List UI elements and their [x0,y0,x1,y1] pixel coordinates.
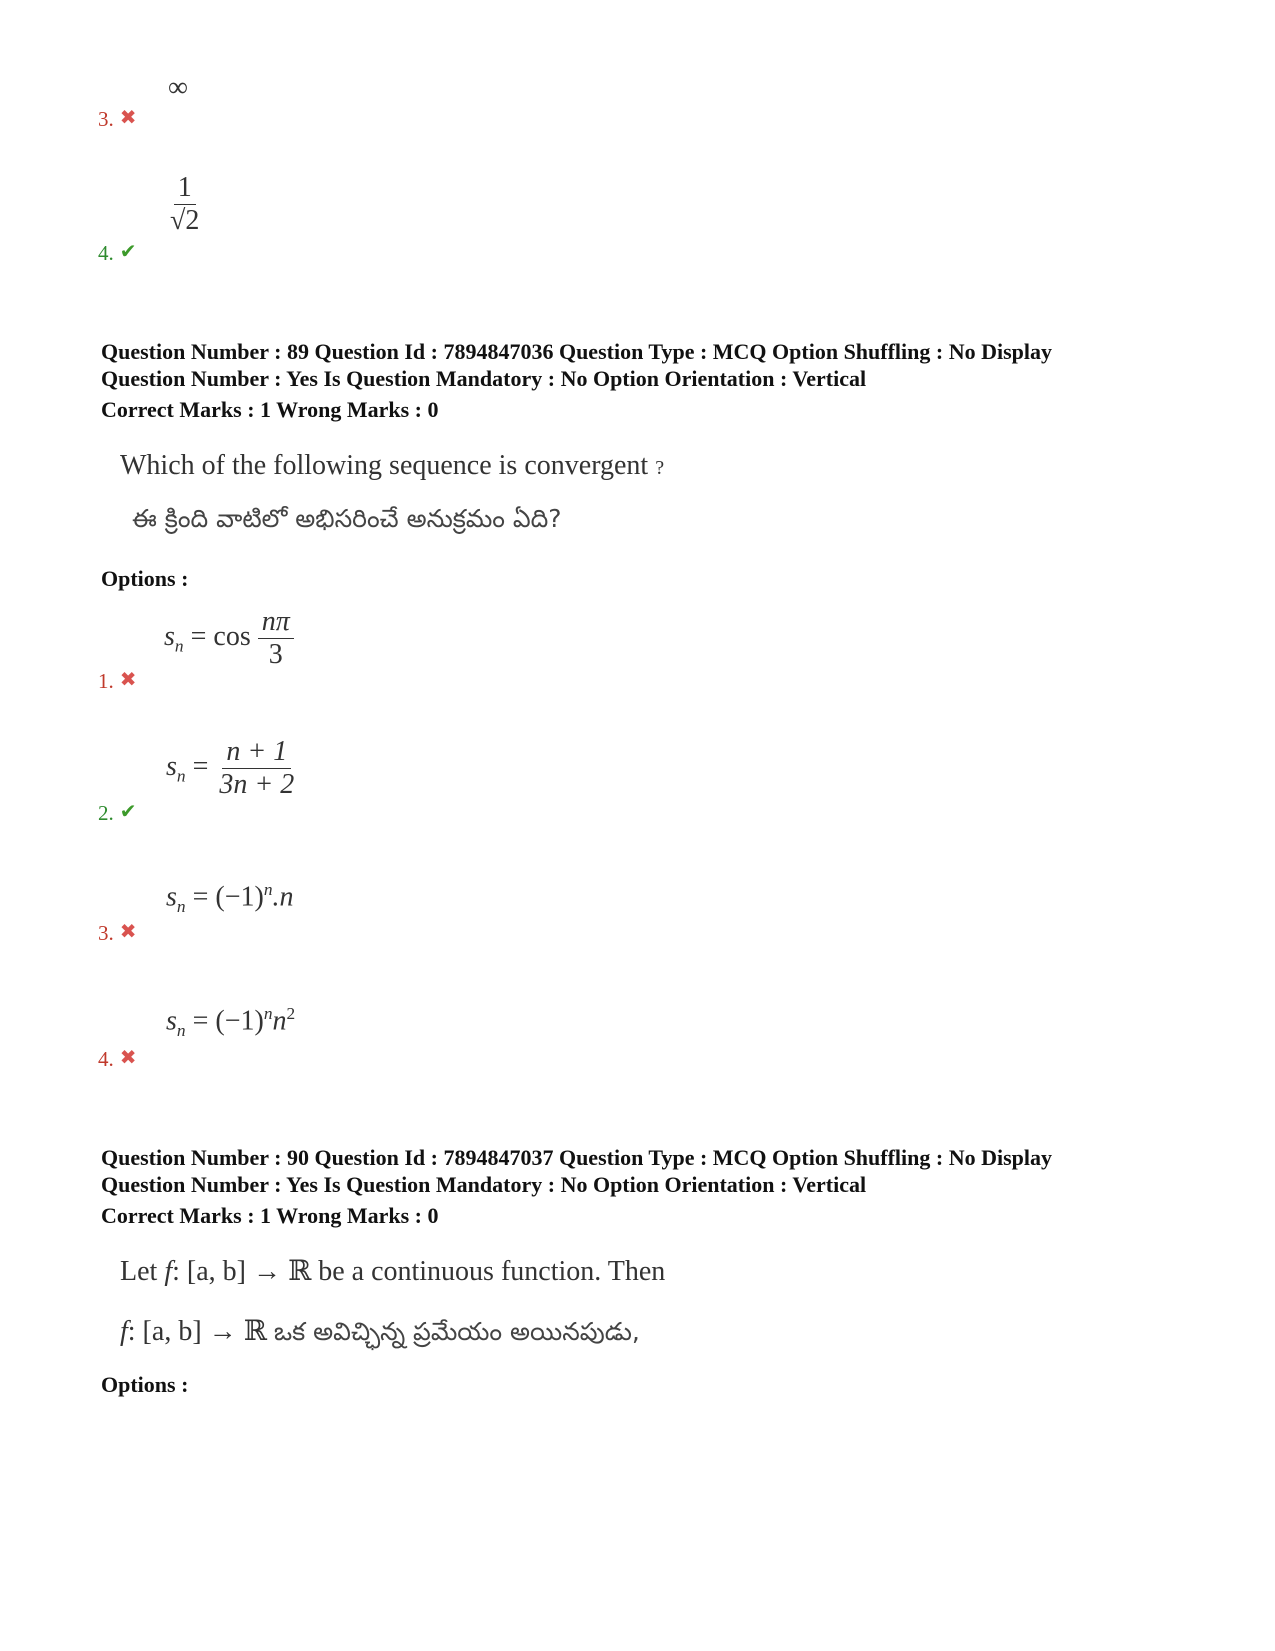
q89-option-1-math: $s_n = \cos$ $\frac{n\pi}{3}$ [164,606,294,671]
q89-option-2-math: $s_n$ = $\frac{n + 1}{3n + 2}$ [166,736,295,801]
option-3-math: ∞ [168,72,188,103]
q89-meta-line1: Question Number : 89 Question Id : 7894847036 Question Type : MCQ Option Shuffling : No Display [101,339,1053,364]
q89-meta-line2: Question Number : Yes Is Question Mandatory : No Option Orientation : Vertical [101,366,867,391]
q89-option-2-number: 2. ✔ [98,801,137,825]
q89-option-3-math: $s_n = (-1)^n.n$ [166,880,294,916]
q89-question-en: Which of the following sequence is convergent ? [120,450,665,481]
q90-meta-line2: Question Number : Yes Is Question Mandatory : No Option Orientation : Vertical [101,1172,867,1197]
q90-meta [101,1144,1211,1198]
cross-icon: ✖ [119,669,137,691]
q89-option-4-number: 4. ✖ [98,1047,137,1071]
q89-question-te: ఈ క్రింది వాటిలో అభిసరించే అనుక్రమం ఏది? [132,504,562,533]
option-3-number: 3. ✖ [98,107,137,131]
q89-option-4-math: $s_n = (-1)^nn^2$ [166,1004,296,1040]
option-4-math: $\frac{1}{√2}$ [170,172,200,237]
option-4-number: 4. ✔ [98,241,137,265]
cross-icon: ✖ [119,921,137,943]
q90-meta-line1: Question Number : 90 Question Id : 7894847037 Question Type : MCQ Option Shuffling : No Display [101,1145,1053,1170]
q89-option-1-number: 1. ✖ [98,669,137,693]
q90-marks: Correct Marks : 1 Wrong Marks : 0 [101,1203,439,1228]
cross-icon: ✖ [119,107,137,129]
q90-question-te: f: [a, b] → ℝ ఒక అవిచ్ఛిన్న ప్రమేయం అయినపుడు, [120,1316,640,1347]
q89-marks: Correct Marks : 1 Wrong Marks : 0 [101,397,439,422]
q90-options-label: Options : [101,1372,189,1397]
check-icon: ✔ [119,241,137,263]
q89-option-3-number: 3. ✖ [98,921,137,945]
check-icon: ✔ [119,801,137,823]
q89-meta [101,338,1211,392]
q89-options-label: Options : [101,566,189,591]
cross-icon: ✖ [119,1047,137,1069]
q90-question-en: Let f: [a, b] → ℝ be a continuous function. Then [120,1256,666,1287]
